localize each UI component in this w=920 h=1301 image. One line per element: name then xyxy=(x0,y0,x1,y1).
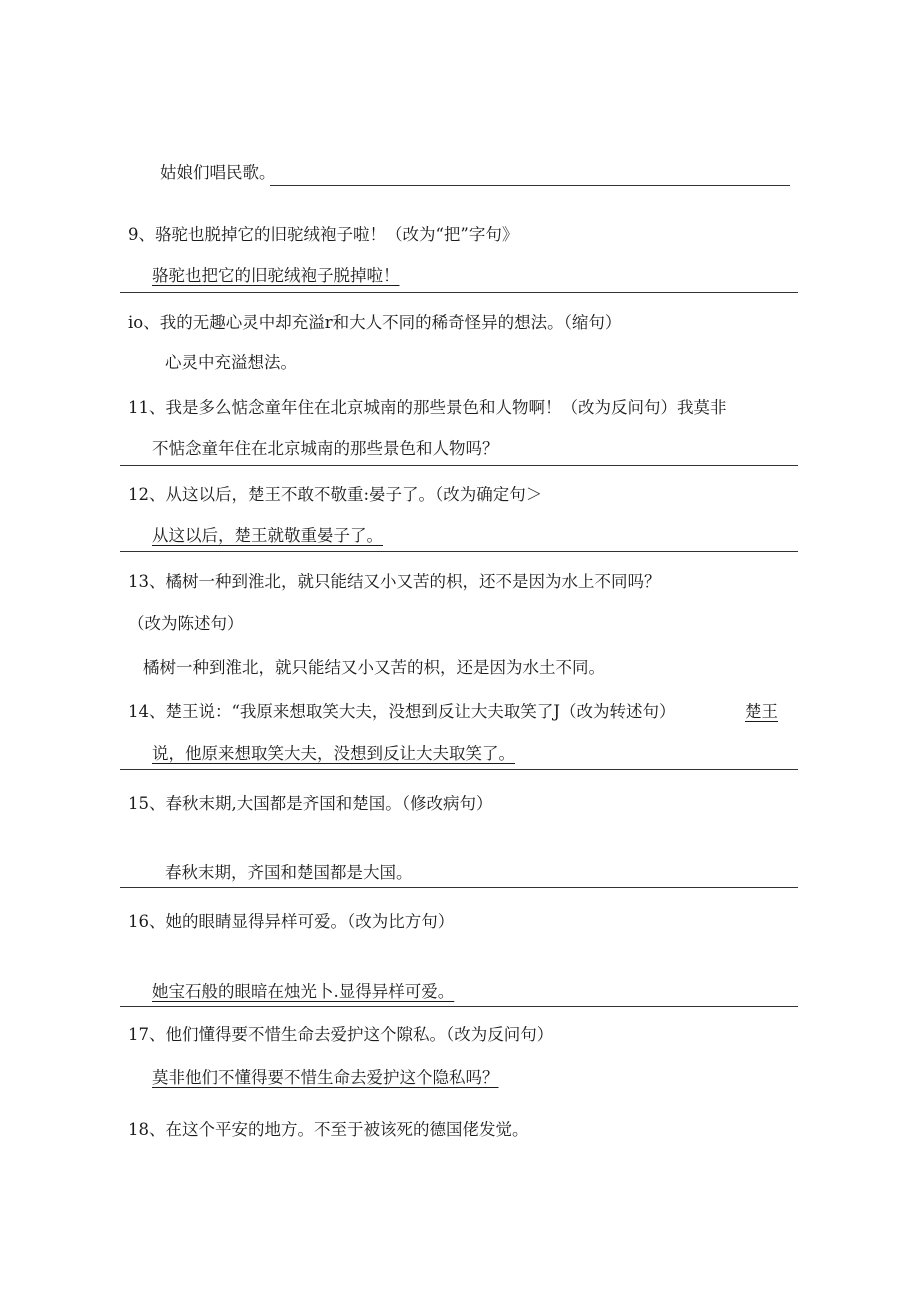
question-15: 15、春秋末期,大国都是齐国和楚国。（修改病句） xyxy=(128,794,493,813)
answer-14-start: 楚王 xyxy=(745,702,778,721)
question-18: 18、在这个平安的地方。不至于被该死的德国佬发觉。 xyxy=(128,1120,529,1139)
question-14: 14、楚王说：“我原来想取笑大夫，没想到反让大夫取笑了J（改为转述句） xyxy=(128,702,676,721)
answer-12: 从这以后，楚王就敬重晏子了。 xyxy=(152,526,383,545)
answer-line-8: 姑娘们唱民歌。 xyxy=(160,163,276,182)
question-10: io、我的无趣心灵中却充溢r和大人不同的稀奇怪异的想法。（缩句） xyxy=(128,313,622,332)
answer-rule-9 xyxy=(120,292,798,293)
answer-rule-12 xyxy=(120,551,798,552)
answer-14: 说，他原来想取笑大夫，没想到反让大夫取笑了。 xyxy=(152,744,515,763)
answer-rule-15 xyxy=(120,887,798,888)
question-13-instruction: （改为陈述句） xyxy=(128,614,244,633)
answer-rule-14 xyxy=(120,769,798,770)
answer-13: 橘树一种到淮北，就只能结又小又苦的枳，还是因为水土不同。 xyxy=(143,658,605,677)
question-11: 11、我是多么惦念童年住在北京城南的那些景色和人物啊！（改为反问句）我莫非 xyxy=(128,398,727,417)
answer-15: 春秋末期，齐国和楚国都是大国。 xyxy=(165,863,413,882)
question-9: 9、骆驼也脱掉它的旧驼绒袍子啦！（改为“把”字句》 xyxy=(128,225,519,244)
answer-rule-11 xyxy=(120,465,798,466)
answer-rule-16 xyxy=(120,1006,798,1007)
answer-9: 骆驼也把它的旧驼绒袍子脱掉啦！ xyxy=(152,266,400,285)
answer-10: 心灵中充溢想法。 xyxy=(165,353,297,372)
answer-16: 她宝石般的眼暗在烛光卜.显得异样可爱。 xyxy=(152,982,455,1001)
question-13: 13、橘树一种到淮北，就只能结又小又苦的枳，还不是因为水上不同吗？ xyxy=(128,572,661,591)
answer-11: 不惦念童年住在北京城南的那些景色和人物吗？ xyxy=(152,439,499,458)
question-12: 12、从这以后，楚王不敢不敬重:晏子了。（改为确定句＞ xyxy=(128,485,543,504)
question-16: 16、她的眼睛显得异样可爱。（改为比方句） xyxy=(128,912,455,931)
answer-17: 莫非他们不懂得要不惜生命去爱护这个隐私吗？ xyxy=(152,1068,499,1087)
question-17: 17、他们懂得要不惜生命去爱护这个隙私。（改为反问句） xyxy=(128,1025,554,1044)
answer-rule-8 xyxy=(270,185,790,186)
